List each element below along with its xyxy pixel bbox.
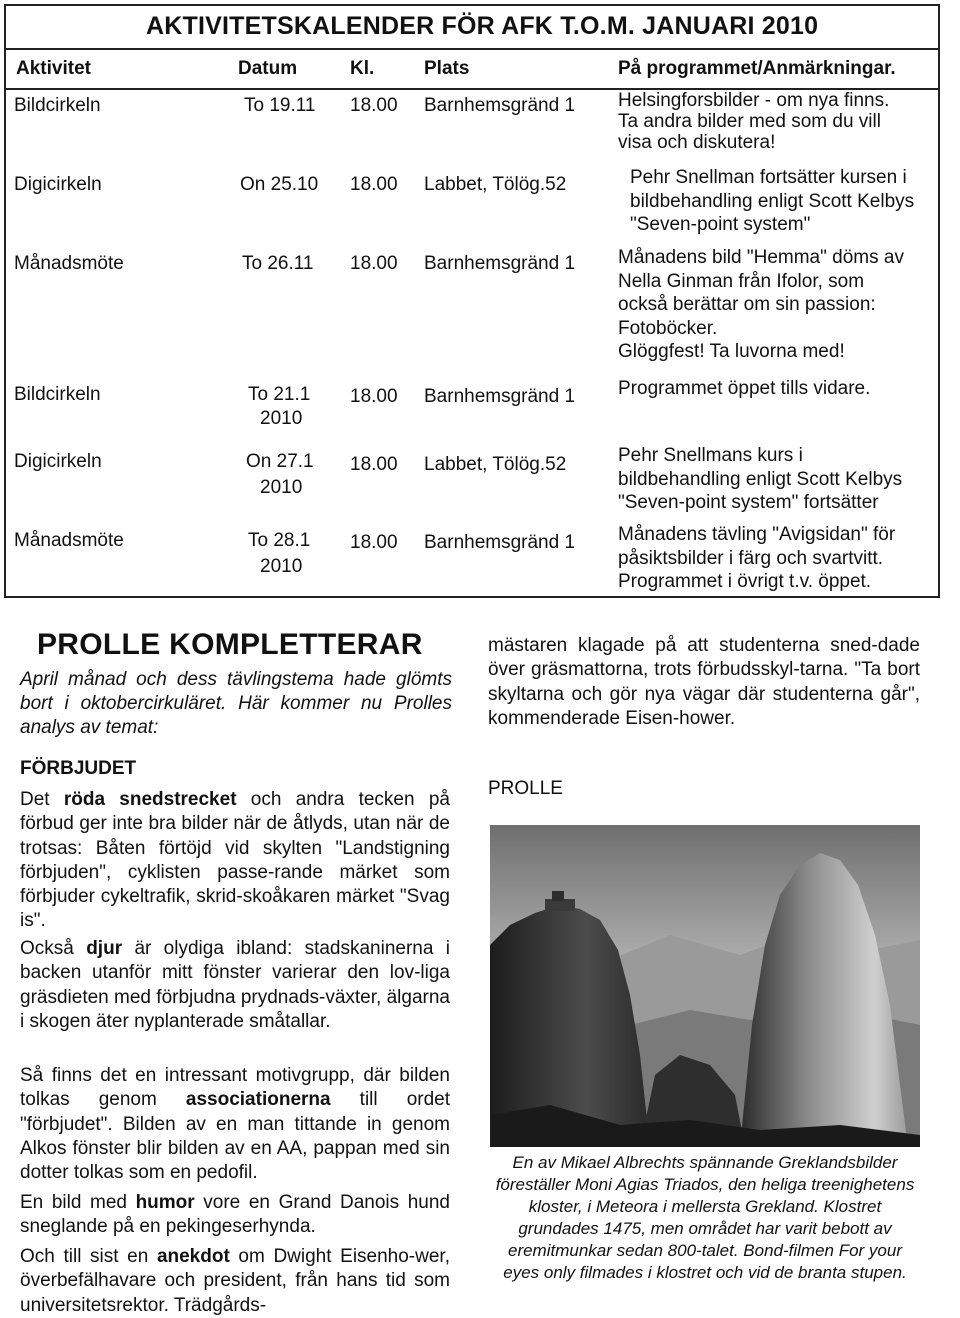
- note-line: Ta andra bilder med som du vill: [618, 111, 881, 132]
- note-line: Programmet öppet tills vidare.: [618, 378, 871, 399]
- paragraph-text: Det: [20, 789, 64, 810]
- row-date: On 27.1: [246, 451, 314, 472]
- note-line: Fotoböcker.: [618, 317, 718, 339]
- row-date: To 21.1: [248, 384, 311, 405]
- note-line: "Seven-point system": [630, 214, 811, 235]
- section-heading: FÖRBJUDET: [20, 758, 137, 779]
- note-line: visa och diskutera!: [618, 132, 776, 153]
- row-activity: Digicirkeln: [14, 174, 102, 195]
- note-line: "Seven-point system" fortsätter: [618, 492, 879, 513]
- note-line: Pehr Snellman fortsätter kursen i: [630, 167, 907, 188]
- paragraph-text: vore en Grand Danois hund sneglande på en pekingeserhynda.: [20, 1192, 450, 1238]
- row-notes: [618, 523, 918, 594]
- row-activity: Månadsmöte: [14, 530, 124, 551]
- article-paragraph: [20, 1245, 450, 1318]
- article-paragraph: [20, 1191, 450, 1240]
- row-date: To 26.11: [242, 253, 314, 274]
- header-time: Kl.: [350, 58, 375, 79]
- header-date: Datum: [238, 58, 298, 79]
- header-activity: Aktivitet: [16, 58, 91, 79]
- note-line: också berättar om sin passion:: [618, 294, 876, 315]
- row-place: Barnhemsgränd 1: [424, 95, 576, 116]
- paragraph-bold: djur: [86, 938, 123, 959]
- row-place: Labbet, Tölög.52: [424, 174, 567, 195]
- meteora-monastery-photo: [490, 825, 920, 1147]
- note-line: Månadens bild "Hemma" döms av: [618, 247, 904, 268]
- row-activity: Digicirkeln: [14, 451, 102, 472]
- row-time: 18.00: [350, 386, 398, 407]
- row-time: 18.00: [350, 454, 398, 475]
- photo-monastery-dome: [552, 891, 564, 901]
- header-notes: På programmet/Anmärkningar.: [618, 58, 896, 79]
- row-time: 18.00: [350, 174, 398, 195]
- activity-calendar-table: [4, 4, 940, 598]
- row-notes: [618, 246, 918, 364]
- row-date-year: 2010: [260, 556, 303, 577]
- row-notes: [630, 166, 930, 237]
- calendar-header-row: [6, 48, 938, 90]
- paragraph-bold: röda snedstrecket: [63, 789, 237, 810]
- article-intro: April månad och dess tävlingstema hade glömts bort i oktobercirkuläret. Här kommer nu Prolles analys av temat:: [20, 669, 452, 738]
- article-continuation: mästaren klagade på att studenterna sned-dade över gräsmattorna, trots förbudsskyl-tarna. "Ta bort skyltarna och gör nya vägar där studenterna går", kommenderade Eisen-hower.: [488, 635, 920, 729]
- header-place: Plats: [424, 58, 470, 79]
- paragraph-text: En bild med: [20, 1192, 136, 1213]
- paragraph-text: om Dwight Eisenho-wer, överbefälhavare och president, från hans tid som universitetsrektor. Trädgårds-: [20, 1246, 450, 1316]
- paragraph-text: Också: [20, 938, 87, 959]
- paragraph-bold: anekdot: [156, 1246, 230, 1267]
- row-time: 18.00: [350, 253, 398, 274]
- row-time: 18.00: [350, 95, 398, 116]
- article-title: PROLLE KOMPLETTERAR: [37, 628, 423, 661]
- article-paragraph: [20, 937, 450, 1034]
- row-place: Barnhemsgränd 1: [424, 253, 576, 274]
- row-activity: Bildcirkeln: [14, 95, 101, 116]
- row-time: 18.00: [350, 532, 398, 553]
- paragraph-text: Så finns det en intressant motivgrupp, där bilden tolkas genom: [20, 1065, 450, 1111]
- photo-caption: En av Mikael Albrechts spännande Greklandsbilder föreställer Moni Agias Triados, den heliga treenighetens kloster, i Meteora i mellersta Grekland. Klostret grundades 1475, men området har varit bebott av eremitmunkar sedan 800-talet. Bond-filmen For your eyes only filmades i klostret och vid de branta stupen.: [495, 1153, 915, 1282]
- note-line: Helsingforsbilder - om nya finns.: [618, 90, 890, 111]
- note-line: Pehr Snellmans kurs i: [618, 445, 803, 466]
- row-place: Barnhemsgränd 1: [424, 532, 576, 553]
- row-place: Barnhemsgränd 1: [424, 386, 576, 407]
- note-line: Programmet i övrigt t.v. öppet.: [618, 571, 872, 592]
- note-line: bildbehandling enligt Scott Kelbys: [630, 190, 915, 212]
- row-date: To 19.11: [244, 95, 316, 116]
- paragraph-text: är olydiga ibland: stadskaninerna i backen utanför mitt fönster varierar den lov-liga gräsdieten med förbjudna prydnads-växter, älgarna i skogen äter nyplanterade småtallar.: [20, 938, 451, 1032]
- row-notes: [618, 444, 918, 515]
- paragraph-text: Och till sist en: [20, 1246, 157, 1267]
- row-activity: Månadsmöte: [14, 253, 124, 274]
- row-date: On 25.10: [240, 174, 319, 195]
- note-line: bildbehandling enligt Scott Kelbys: [618, 468, 903, 490]
- article-paragraph: [20, 788, 450, 934]
- row-activity: Bildcirkeln: [14, 384, 101, 405]
- note-line: Glöggfest! Ta luvorna med!: [618, 341, 845, 362]
- calendar-title: AKTIVITETSKALENDER FÖR AFK T.O.M. JANUARI 2010: [146, 12, 819, 40]
- paragraph-text: till ordet "förbjudet". Bilden av en man tittande in genom Alkos fönster blir bilden av en AA, pappan med sin dotter tolkas som en pedofil.: [20, 1089, 450, 1184]
- row-notes: [618, 90, 918, 153]
- paragraph-bold: humor: [135, 1192, 195, 1213]
- paragraph-bold: associationerna: [185, 1089, 331, 1111]
- article-signature: PROLLE: [488, 778, 563, 799]
- row-date-year: 2010: [260, 408, 303, 429]
- row-place: Labbet, Tölög.52: [424, 454, 567, 475]
- note-line: Nella Ginman från Ifolor, som: [618, 270, 865, 292]
- note-line: påsiktsbilder i färg och svartvitt.: [618, 547, 884, 569]
- row-date-year: 2010: [260, 477, 303, 498]
- row-notes: [618, 377, 918, 401]
- paragraph-text: och andra tecken på förbud ger inte bra bilder när de åtlyds, utan när de trotsas: Båten förtöjd vid skylten "Landstigning förbjuden", cyklisten passe-rande märket som förbjuder cykeltrafik, skrid-skoåkaren märket "Svag is".: [20, 789, 450, 932]
- note-line: Månadens tävling "Avigsidan" för: [618, 524, 896, 545]
- article-paragraph: [20, 1064, 450, 1185]
- row-date: To 28.1: [248, 530, 311, 551]
